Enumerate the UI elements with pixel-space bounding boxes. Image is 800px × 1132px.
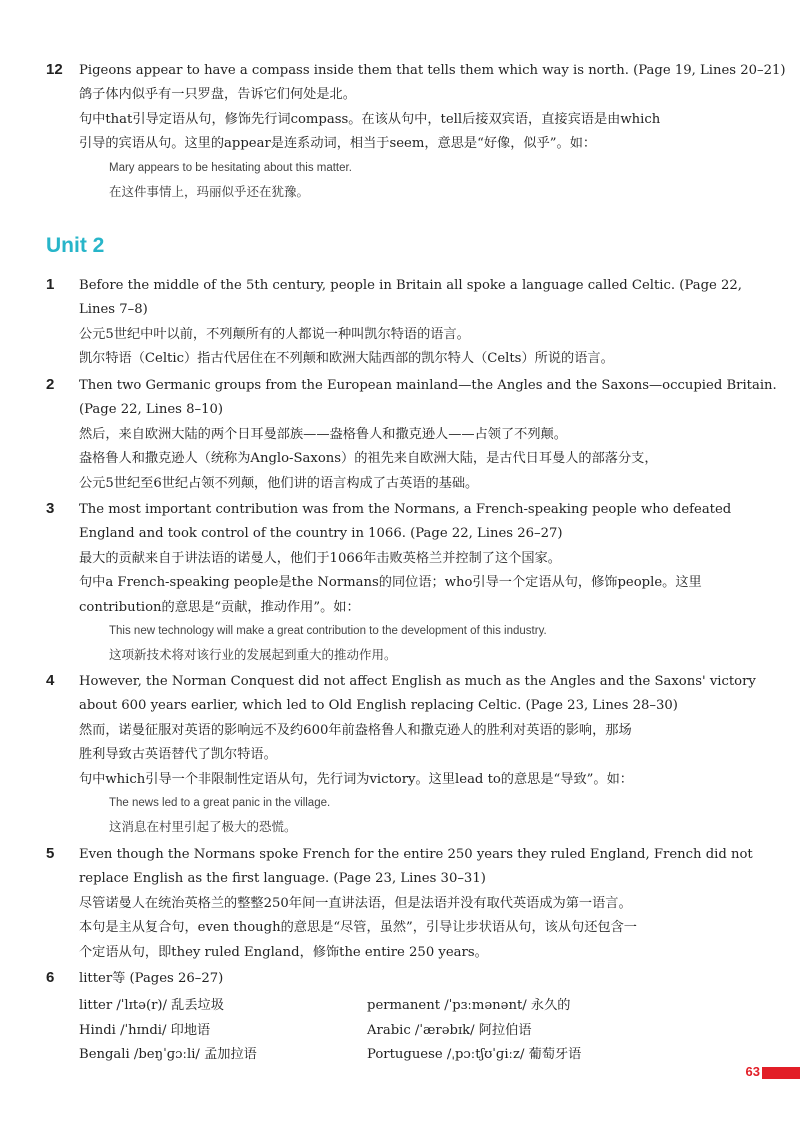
example-zh: 这项新技术将对该行业的发展起到重大的推动作用。 (109, 647, 397, 663)
example-zh: 在这件事情上，玛丽似乎还在犹豫。 (109, 183, 310, 199)
sentence-en: (Page 22, Lines 8–10) (79, 402, 224, 418)
sentence-zh: 尽管诺曼人在统治英格兰的整整250年间一直讲法语，但是法语并没有取代英语成为第一语言。 (79, 895, 632, 911)
explanation: 公元5世纪至6世纪占领不列颠，他们讲的语言构成了古英语的基础。 (79, 475, 479, 491)
sentence-en: Pigeons appear to have a compass inside them that tells them which way is north. (Page 19, Lines 20–21) (79, 63, 786, 78)
explanation: 本句是主从复合句，even though的意思是“尽管，虽然”，引导让步状语从句，该从句还包含一 (79, 920, 637, 936)
item-number: 6 (46, 969, 55, 986)
item-number: 3 (46, 500, 55, 517)
sentence-en: However, the Norman Conquest did not affect English as much as the Angles and the Saxons' victory (79, 674, 756, 689)
explanation: 句中a French-speaking people是the Normans的同位语；who引导一个定语从句，修饰people。这里 (79, 575, 702, 591)
explanation: contribution的意思是“贡献，推动作用”。如： (79, 599, 360, 615)
sentence-zh: 最大的贡献来自于讲法语的诺曼人，他们于1066年击败英格兰并控制了这个国家。 (79, 550, 561, 566)
sentence-en: about 600 years earlier, which led to Old English replacing Celtic. (Page 23, Lines 28–30) (79, 698, 678, 714)
vocab-row (79, 1043, 699, 1068)
page-accent-bar (762, 1067, 800, 1079)
vocab-entry: Hindi /ˈhɪndi/ 印地语 (79, 1022, 211, 1038)
explanation: 句中which引导一个非限制性定语从句，先行词为victory。这里lead to的意思是“导致”。如： (79, 771, 633, 787)
sentence-en: Lines 7–8) (79, 302, 148, 318)
sentence-zh: 然后，来自欧洲大陆的两个日耳曼部族——盎格鲁人和撒克逊人——占领了不列颠。 (79, 426, 567, 442)
sentence-en: England and took control of the country in 1066. (Page 22, Lines 26–27) (79, 526, 563, 542)
explanation: 凯尔特语（Celtic）指古代居住在不列颠和欧洲大陆西部的凯尔特人（Celts）所说的语言。 (79, 351, 614, 367)
example-zh: 这消息在村里引起了极大的恐慌。 (109, 819, 297, 835)
example-en: The news led to a great panic in the village. (109, 797, 331, 810)
vocab-list (79, 994, 699, 1068)
explanation: 盎格鲁人和撒克逊人（统称为Anglo-Saxons）的祖先来自欧洲大陆，是古代日耳曼人的部落分支， (79, 451, 658, 467)
vocab-row (79, 994, 699, 1019)
sentence-en: Before the middle of the 5th century, people in Britain all spoke a language called Celtic. (Page 22, (79, 278, 742, 293)
item-number: 5 (46, 845, 55, 862)
vocab-entry: Portuguese /ˌpɔːtʃʊˈɡiːz/ 葡萄牙语 (367, 1047, 582, 1063)
example-en: This new technology will make a great contribution to the development of this industry. (109, 625, 547, 638)
explanation: 个定语从句，即they ruled England，修饰the entire 250 years。 (79, 944, 488, 960)
vocab-entry: Arabic /ˈærəbɪk/ 阿拉伯语 (367, 1022, 532, 1038)
explanation: 引导的宾语从句。这里的appear是连系动词，相当于seem，意思是“好像，似乎”。如： (79, 136, 597, 152)
item-number: 1 (46, 276, 55, 293)
sentence-en: The most important contribution was from the Normans, a French-speaking people who defeated (79, 502, 732, 517)
sentence-zh: 胜利导致古英语替代了凯尔特语。 (79, 747, 277, 763)
sentence-en: Then two Germanic groups from the European mainland—the Angles and the Saxons—occupied Britain. (79, 378, 777, 393)
item-number: 12 (46, 61, 63, 78)
unit-title: Unit 2 (46, 234, 105, 257)
vocab-row (79, 1019, 699, 1044)
sentence-en: Even though the Normans spoke French for the entire 250 years they ruled England, French did not (79, 847, 753, 862)
example-en: Mary appears to be hesitating about this matter. (109, 161, 352, 174)
vocab-heading: litter等 (Pages 26–27) (79, 971, 224, 986)
item-number: 4 (46, 672, 55, 689)
page-number: 63 (745, 1064, 760, 1079)
sentence-zh: 公元5世纪中叶以前，不列颠所有的人都说一种叫凯尔特语的语言。 (79, 326, 470, 342)
sentence-zh: 然而，诺曼征服对英语的影响远不及约600年前盎格鲁人和撒克逊人的胜利对英语的影响，那场 (79, 722, 632, 738)
vocab-entry: Bengali /beŋˈɡɔːli/ 孟加拉语 (79, 1047, 257, 1063)
item-number: 2 (46, 376, 55, 393)
explanation: 句中that引导定语从句，修饰先行词compass。在该从句中，tell后接双宾语，直接宾语是由which (79, 111, 661, 127)
vocab-entry: litter /ˈlɪtə(r)/ 乱丢垃圾 (79, 998, 224, 1013)
sentence-en: replace English as the first language. (Page 23, Lines 30–31) (79, 871, 486, 887)
vocab-entry: permanent /ˈpɜːmənənt/ 永久的 (367, 998, 571, 1013)
sentence-zh: 鸽子体内似乎有一只罗盘，告诉它们何处是北。 (79, 87, 356, 103)
